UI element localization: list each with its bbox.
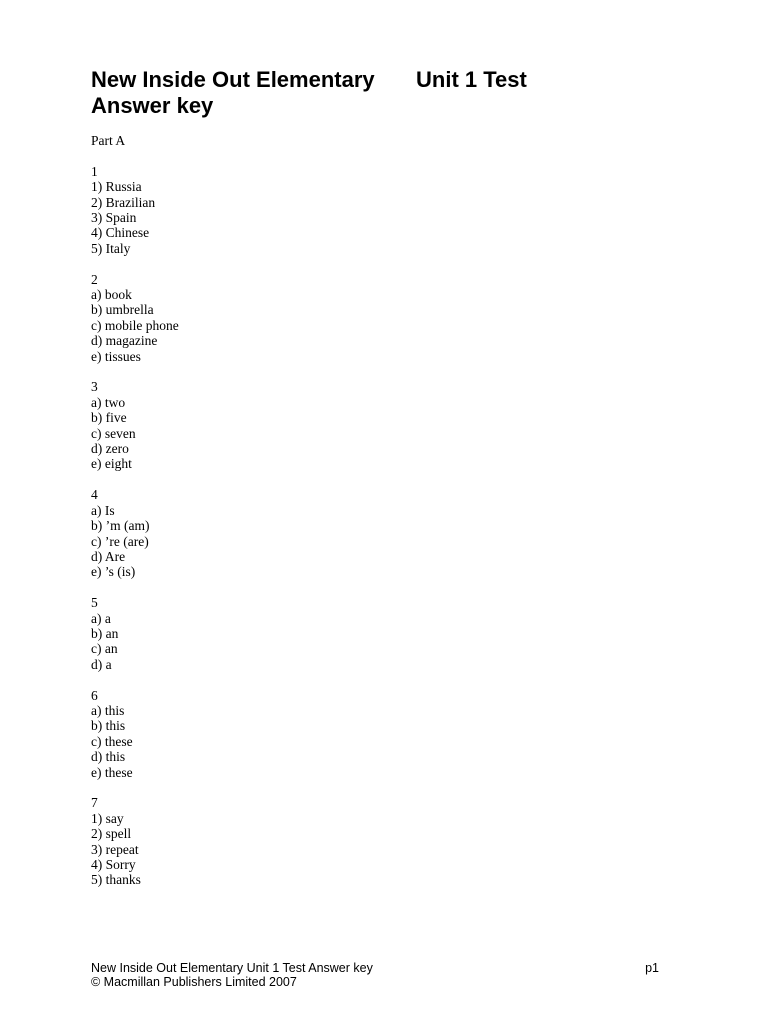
part-label: Part A (91, 133, 126, 148)
answer-item: b) an (91, 625, 119, 641)
section-number: 5 (91, 595, 98, 611)
footer-doc-name: New Inside Out Elementary Unit 1 Test Answer key (91, 961, 373, 975)
answer-section (91, 379, 651, 471)
footer-row (91, 961, 659, 975)
answer-item: b) this (91, 718, 126, 734)
answer-item: 5) Italy (91, 240, 131, 256)
answer-item: 2) Brazilian (91, 194, 156, 210)
answer-item: c) mobile phone (91, 317, 179, 333)
section-number: 6 (91, 687, 98, 703)
answer-item: b) umbrella (91, 302, 154, 318)
answer-section (91, 795, 651, 887)
answer-item: a) this (91, 702, 125, 718)
answer-item: d) magazine (91, 333, 158, 349)
answer-item: d) Are (91, 548, 126, 564)
answer-item: c) seven (91, 425, 136, 441)
title-unit-name: Unit 1 Test (416, 67, 527, 92)
answer-item: c) an (91, 641, 118, 657)
title-line-2: Answer key (91, 93, 214, 118)
answer-item: 1) say (91, 810, 124, 826)
answer-item: a) two (91, 394, 126, 410)
answer-item: e) eight (91, 456, 132, 472)
document-title (91, 67, 711, 119)
answer-item: e) these (91, 764, 133, 780)
answer-item: a) book (91, 287, 132, 303)
answer-section (91, 595, 651, 672)
answer-item: e) ’s (is) (91, 564, 136, 580)
answer-item: c) these (91, 733, 133, 749)
answer-item: 4) Sorry (91, 856, 136, 872)
title-book-name: New Inside Out Elementary (91, 67, 375, 92)
section-number: 7 (91, 795, 98, 811)
footer-copyright: © Macmillan Publishers Limited 2007 (91, 975, 297, 989)
page-footer (91, 961, 659, 989)
section-number: 3 (91, 379, 98, 395)
answer-item: a) Is (91, 502, 115, 518)
answer-item: a) a (91, 610, 111, 626)
section-number: 4 (91, 487, 98, 503)
answer-sections (91, 164, 651, 888)
section-number: 1 (91, 163, 98, 179)
title-line-1 (91, 67, 711, 93)
answer-item: 4) Chinese (91, 225, 150, 241)
answer-item: c) ’re (are) (91, 533, 149, 549)
answer-item: 1) Russia (91, 179, 142, 195)
answer-section (91, 272, 651, 364)
answer-section (91, 164, 651, 256)
section-number: 2 (91, 271, 98, 287)
answer-item: 3) Spain (91, 210, 137, 226)
answer-item: b) five (91, 410, 127, 426)
answer-item: 3) repeat (91, 841, 139, 857)
answer-section (91, 688, 651, 780)
footer-page-number: p1 (645, 961, 659, 975)
answer-section (91, 487, 651, 579)
answer-item: 5) thanks (91, 872, 141, 888)
answer-item: d) a (91, 656, 112, 672)
answer-item: 2) spell (91, 826, 132, 842)
answer-item: e) tissues (91, 348, 141, 364)
answer-item: b) ’m (am) (91, 518, 150, 534)
answer-item: d) zero (91, 441, 129, 457)
answer-item: d) this (91, 749, 126, 765)
answer-key-body (91, 133, 651, 903)
